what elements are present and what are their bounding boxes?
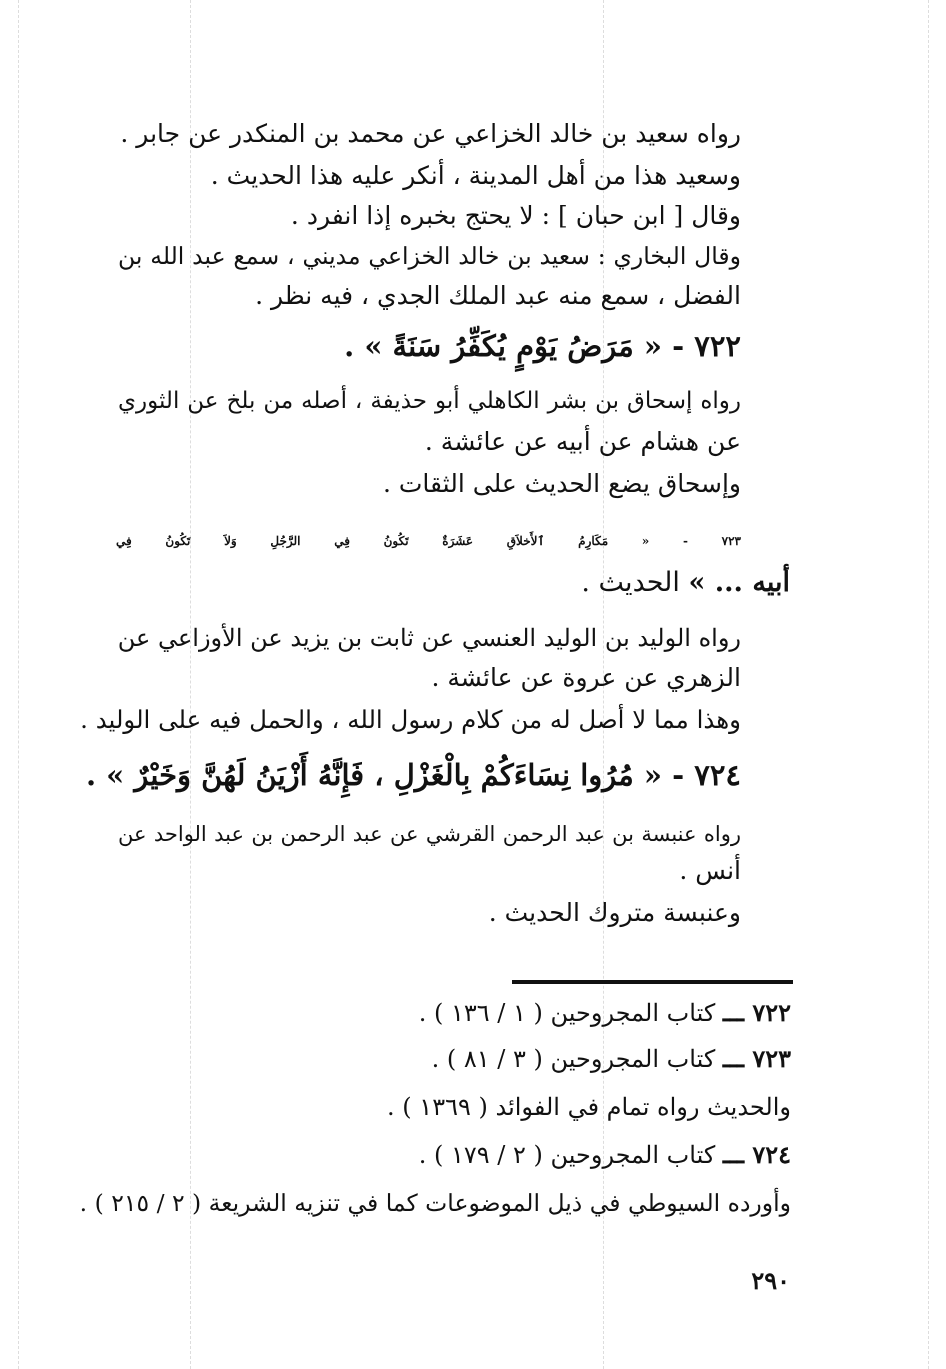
text-line: وقال البخاري : سعيد بن خالد الخزاعي مديني ، سمع عبد الله بن bbox=[118, 242, 741, 270]
text-line: وإسحاق يضع الحديث على الثقات . bbox=[382, 469, 741, 498]
scan-fold-line bbox=[18, 0, 19, 1369]
footnote-number: ٧٢٤ ـــ bbox=[722, 1140, 791, 1169]
text-line: وهذا مما لا أصل له من كلام رسول الله ، والحمل فيه على الوليد . bbox=[80, 705, 741, 734]
page-number: ٢٩٠ bbox=[751, 1266, 790, 1295]
footnote-number: ٧٢٣ ـــ bbox=[722, 1044, 791, 1073]
hadith-heading-continuation-bold: أبيه ... » bbox=[688, 567, 790, 598]
text-line: وعنبسة متروك الحديث . bbox=[488, 898, 741, 927]
text-line: رواه عنبسة بن عبد الرحمن القرشي عن عبد الرحمن بن عبد الواحد عن bbox=[118, 822, 741, 846]
footnote bbox=[419, 996, 791, 1030]
footnote-number: ٧٢٢ ـــ bbox=[722, 998, 791, 1027]
text-line: رواه إسحاق بن بشر الكاهلي أبو حذيفة ، أصله من بلخ عن الثوري bbox=[118, 388, 741, 414]
text-line: أنس . bbox=[679, 856, 741, 885]
hadith-heading: ٧٢٤ - « مُرُوا نِسَاءَكُمْ بِالْغَزْلِ ، فَإِنَّهُ أَزْيَنُ لَهُنَّ وَخَيْرٌ » . bbox=[85, 758, 741, 792]
text-line: وسعيد هذا من أهل المدينة ، أنكر عليه هذا الحديث . bbox=[210, 161, 741, 190]
scan-fold-line bbox=[928, 0, 929, 1369]
text-line: رواه سعيد بن خالد الخزاعي عن محمد بن المنكدر عن جابر . bbox=[120, 119, 741, 148]
hadith-heading: ٧٢٢ - « مَرَضُ يَوْمٍ يُكَفِّرُ سَنَةً » . bbox=[344, 329, 741, 363]
footnote-text: كتاب المجروحين ( ٢ / ١٧٩ ) . bbox=[418, 1141, 723, 1169]
hadith-heading-continuation bbox=[581, 565, 790, 601]
text-line: الفضل ، سمع منه عبد الملك الجدي ، فيه نظر . bbox=[255, 281, 741, 310]
hadith-heading-continuation-rest: الحديث . bbox=[581, 567, 689, 598]
footnote bbox=[80, 1186, 791, 1220]
footnote bbox=[387, 1090, 791, 1124]
footnote-text: كتاب المجروحين ( ٣ / ٨١ ) . bbox=[431, 1045, 723, 1073]
hadith-heading: ٧٢٣ - « مَكَارِمُ ٱلأَخلاَقِ عَشَرَةٌ تَكُونُ فِي الرَّجُلِ وَلاَ تَكُونُ فِي bbox=[116, 534, 741, 548]
footnote-text: كتاب المجروحين ( ١ / ١٣٦ ) . bbox=[418, 999, 723, 1027]
scan-fold-line bbox=[190, 0, 191, 1369]
footnote-text: والحديث رواه تمام في الفوائد ( ١٣٦٩ ) . bbox=[387, 1093, 791, 1121]
footnote bbox=[432, 1042, 791, 1076]
text-line: عن هشام عن أبيه عن عائشة . bbox=[424, 427, 741, 456]
text-line: الزهري عن عروة عن عائشة . bbox=[431, 663, 741, 692]
footnote bbox=[419, 1138, 791, 1172]
text-line: رواه الوليد بن الوليد العنسي عن ثابت بن يزيد عن الأوزاعي عن bbox=[117, 624, 741, 652]
footnote-text: وأورده السيوطي في ذيل الموضوعات كما في تنزيه الشريعة ( ٢ / ٢١٥ ) . bbox=[79, 1189, 791, 1217]
text-line: وقال [ ابن حبان ] : لا يحتج بخبره إذا انفرد . bbox=[290, 201, 741, 230]
footnote-separator bbox=[512, 980, 793, 984]
